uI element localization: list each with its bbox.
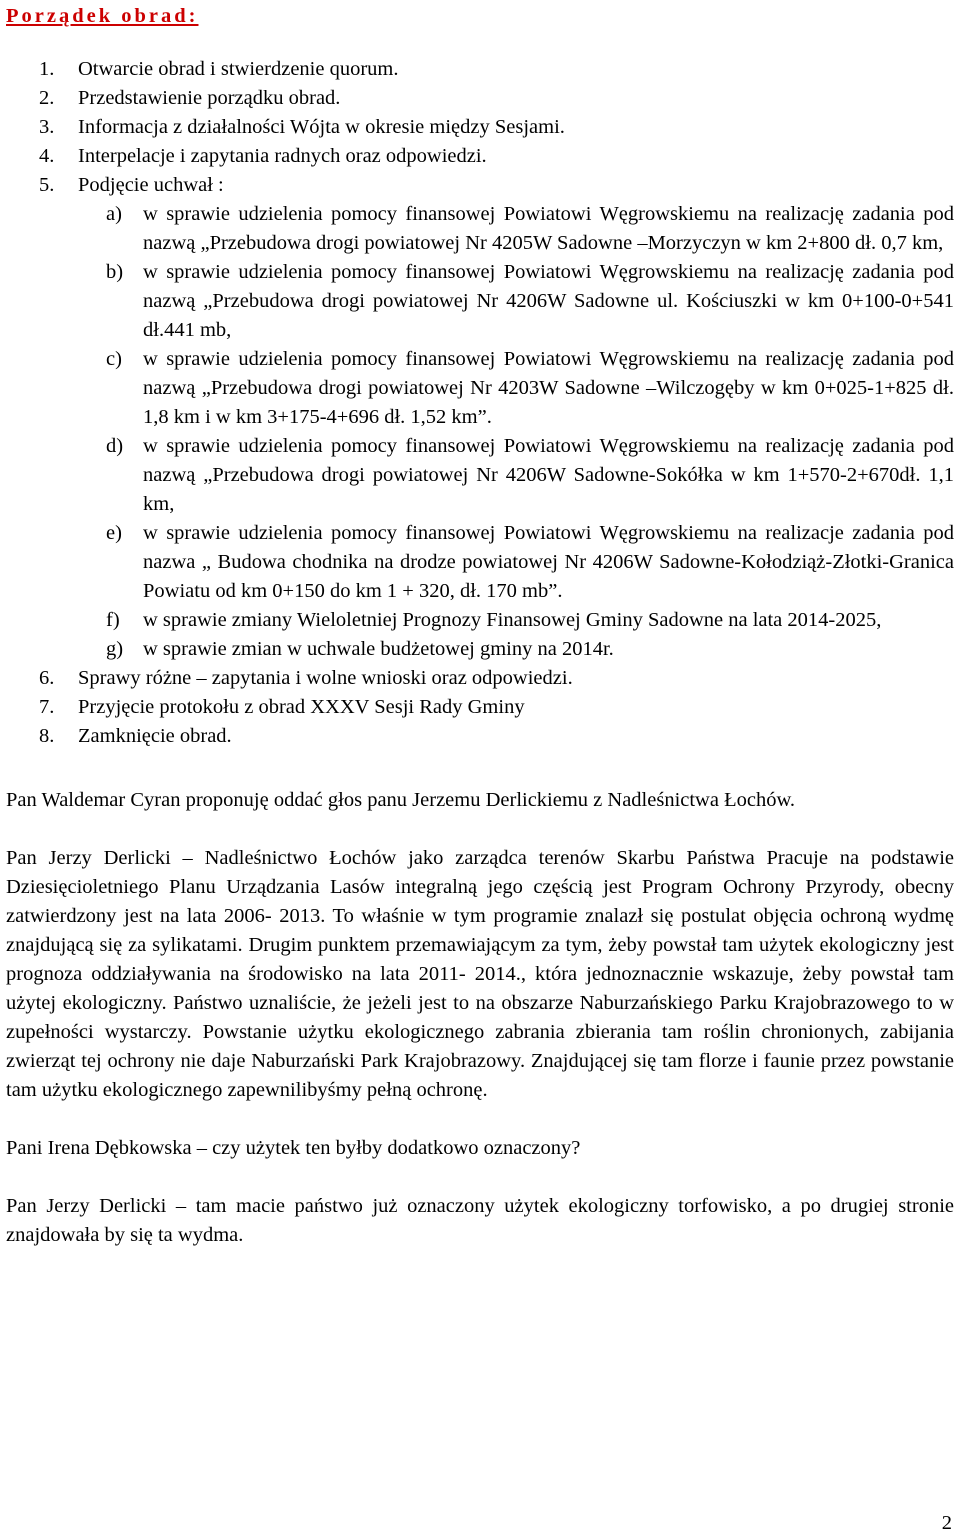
resolution-text: w sprawie zmiany Wieloletniej Prognozy Finansowej Gminy Sadowne na lata 2014-2025, [143, 609, 882, 631]
agenda-item-text: Interpelacje i zapytania radnych oraz odpowiedzi. [78, 145, 487, 167]
agenda-item-number: 5. [39, 174, 55, 196]
resolution-letter: d) [106, 435, 124, 457]
agenda-item [6, 171, 954, 664]
agenda-item [6, 693, 954, 722]
statement-paragraph: Pan Waldemar Cyran proponuję oddać głos panu Jerzemu Derlickiemu z Nadleśnictwa Łochów. [6, 789, 796, 811]
statement-paragraph: Pani Irena Dębkowska – czy użytek ten byłby dodatkowo oznaczony? [6, 1137, 581, 1159]
resolution-text: w sprawie udzielenia pomocy finansowej Powiatowi Węgrowskiemu na realizację zadania pod nazwą „Przebudowa drogi powiatowej Nr 4206W Sadowne-Sokółka w km 1+570-2+670dł. 1,1 km, [143, 435, 954, 515]
resolutions-sublist [78, 200, 954, 664]
resolution-letter: a) [106, 203, 122, 225]
statement-paragraph: Pan Jerzy Derlicki – tam macie państwo już oznaczony użytek ekologiczny torfowisko, a po drugiej stronie znajdowała by się ta wydma. [6, 1195, 954, 1246]
resolution-item [78, 200, 954, 258]
agenda-item-number: 3. [39, 116, 55, 138]
resolution-letter: e) [106, 522, 122, 544]
agenda-item-number: 4. [39, 145, 55, 167]
resolution-text: w sprawie udzielenia pomocy finansowej Powiatowi Węgrowskiemu na realizację zadania pod nazwą „Przebudowa drogi powiatowej Nr 4205W Sadowne –Morzyczyn w km 2+800 dł. 0,7 km, [143, 203, 954, 254]
agenda-item-text: Zamknięcie obrad. [78, 725, 232, 747]
resolution-letter: c) [106, 348, 122, 370]
agenda-heading: Porządek obrad: [6, 5, 199, 27]
agenda-item-text: Sprawy różne – zapytania i wolne wnioski oraz odpowiedzi. [78, 667, 573, 689]
agenda-item-number: 1. [39, 58, 55, 80]
agenda-item [6, 722, 954, 751]
resolution-letter: g) [106, 638, 124, 660]
agenda-list [6, 55, 954, 751]
resolution-text: w sprawie zmian w uchwale budżetowej gminy na 2014r. [143, 638, 614, 660]
agenda-item [6, 113, 954, 142]
agenda-item [6, 664, 954, 693]
agenda-item-number: 2. [39, 87, 55, 109]
resolution-text: w sprawie udzielenia pomocy finansowej Powiatowi Węgrowskiemu na realizacje zadania pod nazwa „ Budowa chodnika na drodze powiatowej Nr 4206W Sadowne-Kołodziąż-Złotki-Granica Powiatu od km 0+150 do km 1 + 320, dł. 170 mb”. [143, 522, 954, 602]
document-page [6, 0, 954, 1250]
agenda-item-number: 7. [39, 696, 55, 718]
agenda-item-text: Otwarcie obrad i stwierdzenie quorum. [78, 58, 399, 80]
agenda-item [6, 142, 954, 171]
agenda-item-number: 6. [39, 667, 55, 689]
agenda-item [6, 84, 954, 113]
statement-paragraph: Pan Jerzy Derlicki – Nadleśnictwo Łochów jako zarządca terenów Skarbu Państwa Pracuje na podstawie Dziesięcioletniego Planu Urządzania Lasów integralną jego częścią jest Program Ochrony Przyrody, obecny zatwierdzony jest na lata 2006- 2013. To właśnie w tym programie znalazł się postulat objęcia ochroną wydmę znajdującą się za sylikatami. Drugim punktem przemawiającym za tym, żeby powstał tam użytek ekologiczny jest prognoza oddziaływania na środowisko na lata 2011- 2014., która jednoznacznie wskazuje, żeby powstał tam użytej ekologiczny. Państwo uznaliście, że jeżeli jest to na obszarze Naburzańskiego Parku Krajobrazowego to w zupełności wystarczy. Powstanie użytku ekologicznego zabrania zbierania tam roślin chronionych, zabijania zwierząt tej ochrony nie daje Naburzański Park Krajobrazowy. Znajdującej się tam florze i faunie przez powstanie tam użytku ekologicznego zapewnilibyśmy pełną ochronę. [6, 847, 954, 1101]
resolution-item [78, 258, 954, 345]
resolution-text: w sprawie udzielenia pomocy finansowej Powiatowi Węgrowskiemu na realizację zadania pod nazwą „Przebudowa drogi powiatowej Nr 4206W Sadowne ul. Kościuszki w km 0+100-0+541 dł.441 mb, [143, 261, 954, 341]
agenda-item-text: Przedstawienie porządku obrad. [78, 87, 341, 109]
agenda-item-number: 8. [39, 725, 55, 747]
resolution-item [78, 519, 954, 606]
resolution-text: w sprawie udzielenia pomocy finansowej Powiatowi Węgrowskiemu na realizację zadania pod nazwą „Przebudowa drogi powiatowej Nr 4203W Sadowne –Wilczogęby w km 0+025-1+825 dł. 1,8 km i w km 3+175-4+696 dł. 1,52 km”. [143, 348, 954, 428]
resolution-item [78, 432, 954, 519]
agenda-item [6, 55, 954, 84]
resolution-letter: f) [106, 609, 120, 631]
agenda-item-text: Informacja z działalności Wójta w okresie między Sesjami. [78, 116, 565, 138]
resolution-item [78, 345, 954, 432]
resolution-item [78, 635, 954, 664]
resolution-item [78, 606, 954, 635]
agenda-item-text: Przyjęcie protokołu z obrad XXXV Sesji Rady Gminy [78, 696, 525, 718]
page-number: 2 [941, 1512, 952, 1534]
resolution-letter: b) [106, 261, 124, 283]
agenda-item-text: Podjęcie uchwał : [78, 174, 224, 196]
